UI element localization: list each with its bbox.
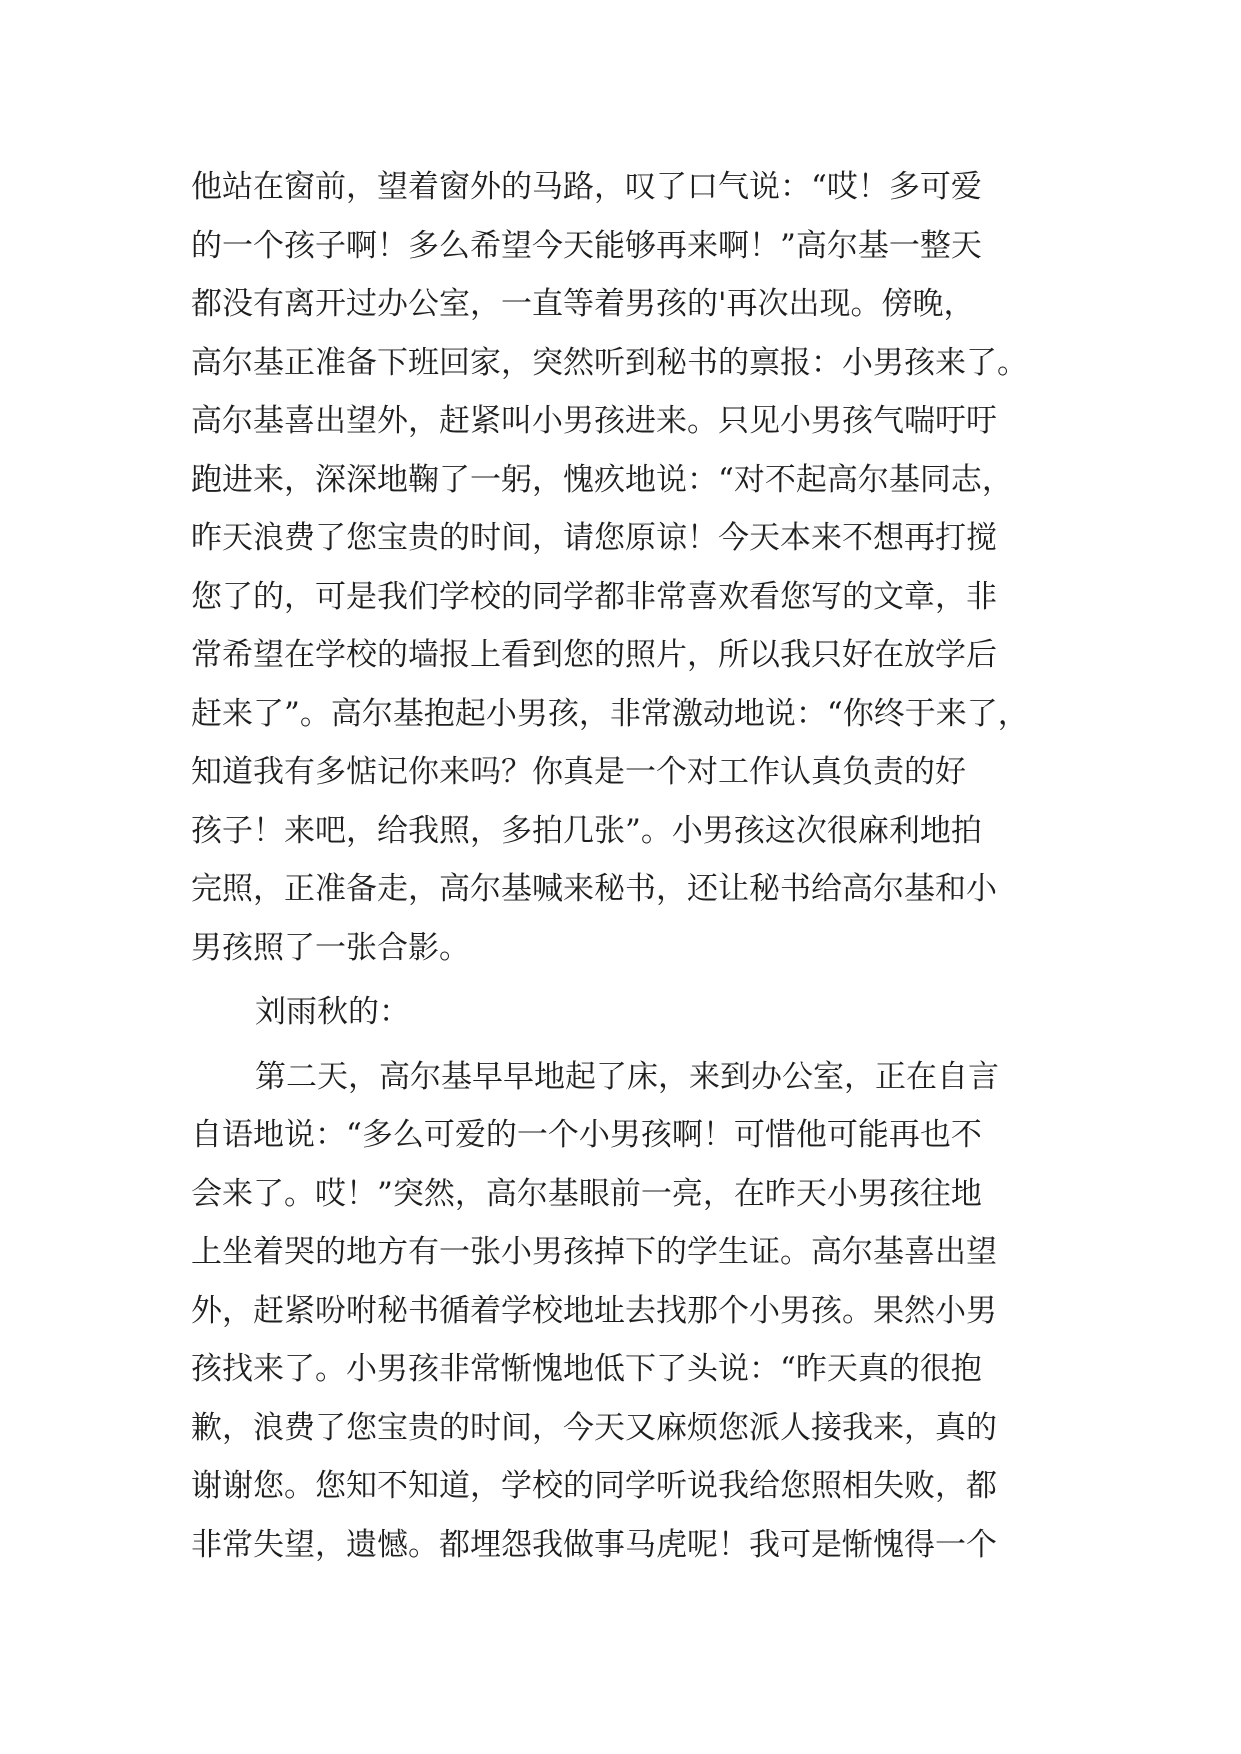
text-line: 跑进来，深深地鞠了一躬，愧疚地说：“对不起高尔基同志， — [191, 461, 1013, 498]
text-line: 昨天浪费了您宝贵的时间，请您原谅！今天本来不想再打搅 — [191, 520, 997, 556]
text-line: 非常失望，遗憾。都埋怨我做事马虎呢！我可是惭愧得一个 — [191, 1526, 997, 1563]
text-line: 都没有离开过办公室，一直等着男孩的'再次出现。傍晚， — [191, 286, 975, 322]
text-line: 上坐着哭的地方有一张小男孩掉下的学生证。高尔基喜出望 — [191, 1234, 997, 1270]
text-line: 歉，浪费了您宝贵的时间，今天又麻烦您派人接我来，真的 — [191, 1409, 997, 1446]
text-line: 知道我有多惦记你来吗？你真是一个对工作认真负责的好 — [191, 754, 966, 790]
author-line: 刘雨秋的： — [255, 994, 410, 1030]
text-line: 您了的，可是我们学校的同学都非常喜欢看您写的文章，非 — [191, 578, 997, 615]
text-line: 高尔基正准备下班回家，突然听到秘书的禀报：小男孩来了。 — [191, 344, 1028, 381]
text-line: 男孩照了一张合影。 — [191, 929, 470, 966]
text-line: 常希望在学校的墙报上看到您的照片，所以我只好在放学后 — [191, 637, 997, 673]
text-line: 他站在窗前，望着窗外的马路，叹了口气说：“哎！多可爱 — [191, 169, 982, 205]
text-line: 的一个孩子啊！多么希望今天能够再来啊！”高尔基一整天 — [191, 227, 982, 264]
text-line: 外，赶紧吩咐秘书循着学校地址去找那个小男孩。果然小男 — [191, 1292, 997, 1329]
text-line: 完照，正准备走，高尔基喊来秘书，还让秘书给高尔基和小 — [191, 871, 997, 907]
text-line: 高尔基喜出望外，赶紧叫小男孩进来。只见小男孩气喘吁吁 — [191, 403, 997, 439]
text-line: 第二天，高尔基早早地起了床，来到办公室，正在自言 — [255, 1058, 999, 1095]
text-line: 谢谢您。您知不知道，学校的同学听说我给您照相失败，都 — [191, 1468, 997, 1504]
text-line: 孩子！来吧，给我照，多拍几张”。小男孩这次很麻利地拍 — [191, 812, 982, 849]
text-line: 孩找来了。小男孩非常惭愧地低下了头说：“昨天真的很抱 — [191, 1351, 982, 1387]
paragraph-2 — [191, 1048, 1061, 1575]
document-body — [191, 158, 1061, 1574]
paragraph-1 — [191, 158, 1061, 977]
text-line: 会来了。哎！”突然，高尔基眼前一亮，在昨天小男孩往地 — [191, 1175, 982, 1212]
text-line: 赶来了”。高尔基抱起小男孩，非常激动地说：“你终于来了， — [191, 695, 1029, 732]
text-line: 自语地说：“多么可爱的一个小男孩啊！可惜他可能再也不 — [191, 1117, 982, 1153]
